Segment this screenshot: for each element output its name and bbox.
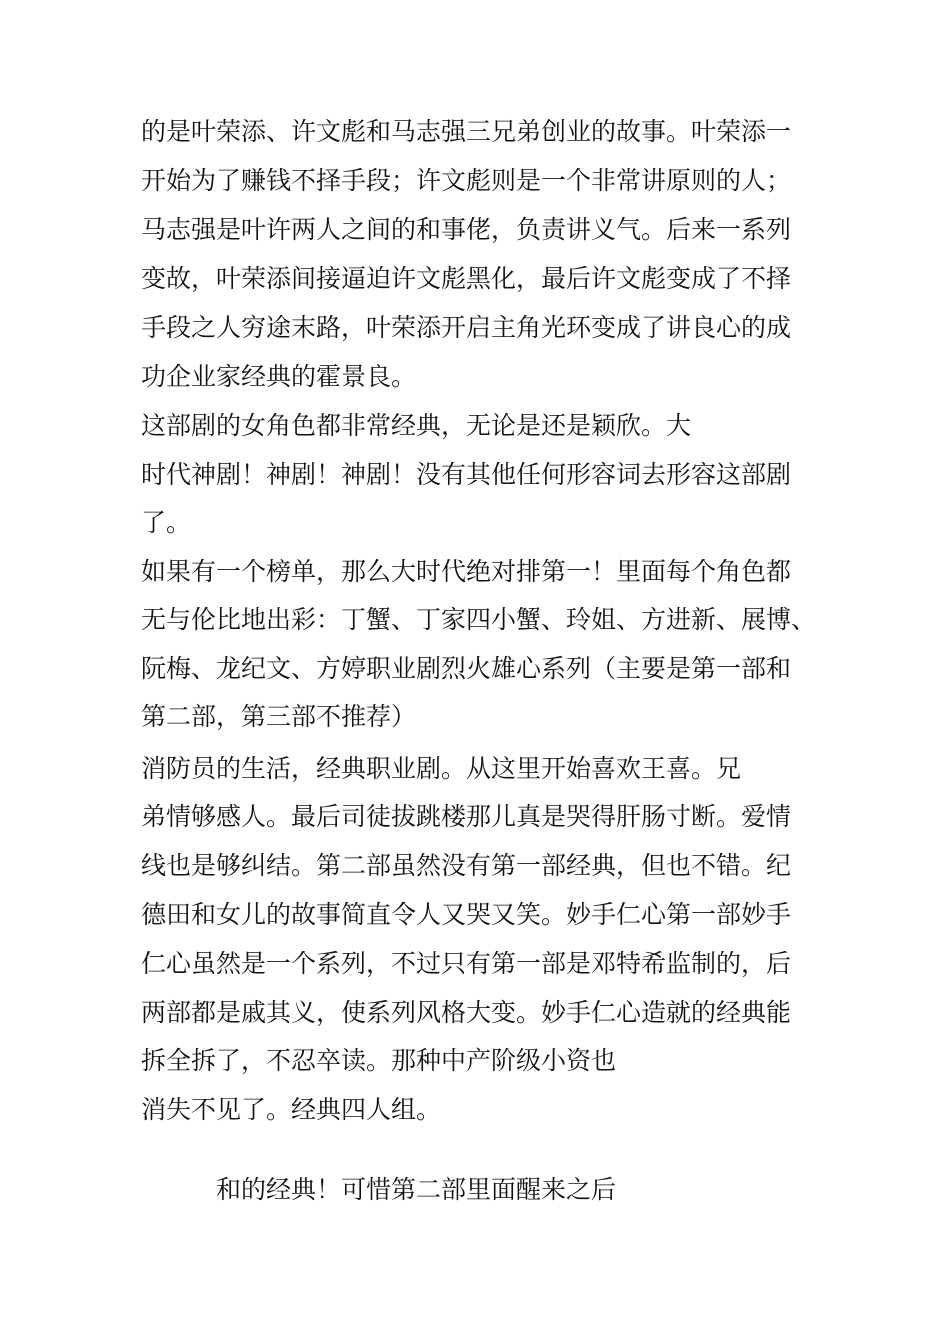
text-line: 马志强是叶许两人之间的和事佬，负责讲义气。后来一系列 — [141, 215, 792, 244]
text-line: 手段之人穷途末路，叶荣添开启主角光环变成了讲良心的成 — [141, 313, 792, 342]
text-line: 第二部，第三部不推荐） — [141, 702, 417, 731]
text-line: 开始为了赚钱不择手段；许文彪则是一个非常讲原则的人； — [141, 166, 792, 195]
text-line: 弟情够感人。最后司徒拔跳楼那儿真是哭得肝肠寸断。爱情 — [141, 802, 792, 831]
text-line: 消失不见了。经典四人组。 — [141, 1095, 442, 1124]
text-line: 时代神剧！神剧！神剧！没有其他任何形容词去形容这部剧 — [141, 460, 792, 489]
text-line: 线也是够纠结。第二部虽然没有第一部经典，但也不错。纪 — [141, 851, 792, 880]
text-line: 消防员的生活，经典职业剧。从这里开始喜欢王喜。兄 — [141, 754, 742, 783]
text-line: 变故，叶荣添间接逼迫许文彪黑化，最后许文彪变成了不择 — [141, 264, 792, 293]
text-line: 德田和女儿的故事简直令人又哭又笑。妙手仁心第一部妙手 — [141, 900, 792, 929]
text-line: 的是叶荣添、许文彪和马志强三兄弟创业的故事。叶荣添一 — [141, 117, 792, 146]
text-line: 拆全拆了，不忍卒读。那种中产阶级小资也 — [141, 1046, 617, 1075]
text-line: 如果有一个榜单，那么大时代绝对排第一！里面每个角色都 — [141, 557, 792, 586]
text-line: 两部都是戚其义，使系列风格大变。妙手仁心造就的经典能 — [141, 998, 792, 1027]
text-line: 功企业家经典的霍景良。 — [141, 362, 417, 391]
text-line: 阮梅、龙纪文、方婷职业剧烈火雄心系列（主要是第一部和 — [141, 654, 792, 683]
text-line: 了。 — [141, 508, 192, 537]
text-line: 仁心虽然是一个系列，不过只有第一部是邓特希监制的，后 — [141, 949, 792, 978]
text-line: 这部剧的女角色都非常经典，无论是还是颖欣。大 — [141, 411, 692, 440]
text-line: 和的经典！可惜第二部里面醒来之后 — [216, 1175, 617, 1204]
text-line: 无与伦比地出彩：丁蟹、丁家四小蟹、玲姐、方进新、展博、 — [141, 605, 817, 634]
